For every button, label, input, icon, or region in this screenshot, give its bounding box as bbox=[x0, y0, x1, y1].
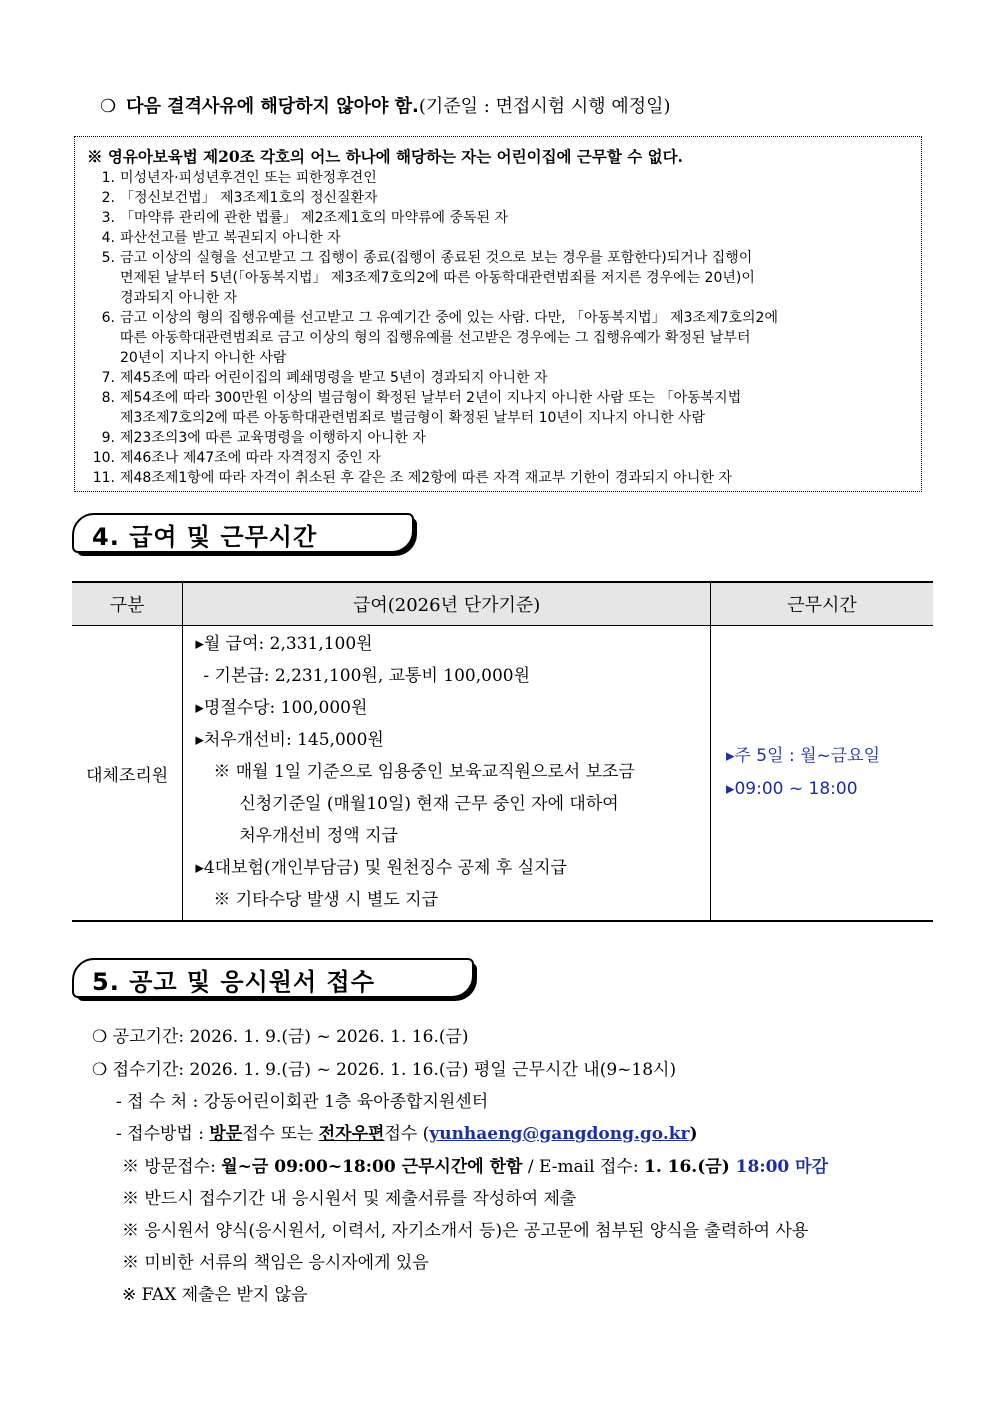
pay-list bbox=[183, 626, 710, 920]
item-text: 제3조제7호의2에 따른 아동학대관련범죄로 벌금형이 확정된 날부터 10년이 지나지 아니한 사람 bbox=[120, 410, 705, 426]
disqualification-item bbox=[87, 248, 917, 268]
item-number: 10. bbox=[92, 450, 115, 466]
disqualification-item bbox=[87, 228, 917, 248]
item-text: 제54조에 따라 300만원 이상의 벌금형이 확정된 날부터 2년이 지나지 아니한 사람 또는 「아동복지법 bbox=[120, 390, 742, 406]
item-text: 20년이 지나지 아니한 사람 bbox=[120, 350, 287, 366]
disqualification-item bbox=[87, 408, 917, 428]
pay-line: ▸4대보험(개인부담금) 및 원천징수 공제 후 실지급 bbox=[195, 858, 567, 878]
visit-note-date: 1. 16.(금) bbox=[643, 1157, 730, 1177]
header-pay: 급여(2026년 단가기준) bbox=[183, 582, 711, 626]
visit-note-prefix: ※ 방문접수: bbox=[122, 1157, 222, 1177]
item-text: 따른 아동학대관련범죄로 금고 이상의 형의 집행유예를 선고받은 경우에는 그 집행유예가 확정된 날부터 bbox=[120, 330, 751, 346]
receipt-method bbox=[116, 1119, 698, 1144]
pay-line: - 기본급: 2,231,100원, 교통비 100,000원 bbox=[203, 666, 531, 686]
pay-line: 신청기준일 (매월10일) 현재 근무 중인 자에 대하여 bbox=[239, 794, 619, 814]
method-mid1: 접수 또는 bbox=[242, 1124, 319, 1144]
item-text: 면제된 날부터 5년(「아동복지법」 제3조제7호의2에 따른 아동학대관련범죄를 저지른 경우에는 20년)이 bbox=[120, 270, 755, 286]
disqualification-item bbox=[87, 188, 917, 208]
salary-table bbox=[72, 581, 933, 922]
disqualification-item bbox=[87, 328, 917, 348]
disqualification-item bbox=[87, 388, 917, 408]
item-number bbox=[87, 348, 120, 368]
item-number bbox=[87, 328, 120, 348]
pay-line: ※ 매월 1일 기준으로 임용중인 보육교직원으로서 보조금 bbox=[213, 762, 635, 782]
header-category: 구분 bbox=[72, 582, 183, 626]
disqualification-list bbox=[87, 168, 917, 488]
disqualification-item bbox=[87, 268, 917, 288]
item-text: 제48조제1항에 따라 자격이 취소된 후 같은 조 제2항에 따른 자격 재교부 기한이 경과되지 아니한 자 bbox=[120, 470, 732, 486]
pay-line: ▸월 급여: 2,331,100원 bbox=[195, 634, 373, 654]
receipt-place: - 접 수 처 : 강동어린이회관 1층 육아종합지원센터 bbox=[116, 1092, 489, 1112]
disqualification-title: ※ 영유아보육법 제20조 각호의 어느 하나에 해당하는 자는 어린이집에 근무할 수 없다. bbox=[87, 147, 683, 166]
item-text: 금고 이상의 형의 집행유예를 선고받고 그 유예기간 중에 있는 사람. 다만, 「아동복지법」 제3조제7호의2에 bbox=[120, 310, 778, 326]
disqualification-item bbox=[87, 368, 917, 388]
visit-note-deadline: 18:00 마감 bbox=[729, 1157, 829, 1177]
item-text: 제45조에 따라 어린이집의 폐쇄명령을 받고 5년이 경과되지 아니한 자 bbox=[120, 370, 548, 386]
section4-header bbox=[72, 513, 418, 555]
item-number: 11. bbox=[92, 470, 115, 486]
method-mid2: 접수 ( bbox=[384, 1124, 430, 1144]
table-row bbox=[72, 626, 933, 922]
pay-line: ※ 기타수당 발생 시 별도 지급 bbox=[213, 890, 438, 910]
section4-title: 4. 급여 및 근무시간 bbox=[92, 523, 318, 551]
email-link[interactable]: yunhaeng@gangdong.go.kr bbox=[429, 1124, 690, 1144]
item-number: 7. bbox=[101, 370, 115, 386]
item-number: 5. bbox=[101, 250, 115, 266]
circle-bullet-icon: ❍ bbox=[100, 96, 117, 117]
item-text: 미성년자·피성년후견인 또는 피한정후견인 bbox=[120, 170, 377, 186]
item-text: 파산선고를 받고 복권되지 아니한 자 bbox=[120, 230, 341, 246]
method-suffix: ) bbox=[689, 1124, 698, 1144]
item-number: 9. bbox=[101, 430, 115, 446]
visit-note-hours: 월~금 09:00~18:00 근무시간에 한함 bbox=[221, 1157, 523, 1177]
pay-line: ▸처우개선비: 145,000원 bbox=[195, 730, 384, 750]
condition-line bbox=[100, 92, 671, 118]
item-number bbox=[87, 288, 120, 308]
method-visit: 방문 bbox=[209, 1124, 243, 1144]
pay-line: ▸명절수당: 100,000원 bbox=[195, 698, 368, 718]
visit-note-mid: / E-mail 접수: bbox=[522, 1157, 644, 1177]
condition-title: 다음 결격사유에 해당하지 않아야 함. bbox=[126, 96, 419, 117]
disqualification-item bbox=[87, 308, 917, 328]
header-hours: 근무시간 bbox=[710, 582, 933, 626]
item-text: 금고 이상의 실형을 선고받고 그 집행이 종료(집행이 종료된 것으로 보는 경우를 포함한다)되거나 집행이 bbox=[120, 250, 753, 266]
receipt-period: ❍ 접수기간: 2026. 1. 9.(금) ~ 2026. 1. 16.(금) 평일 근무시간 내(9~18시) bbox=[92, 1060, 677, 1080]
item-number: 4. bbox=[101, 230, 115, 246]
item-number: 8. bbox=[101, 390, 115, 406]
disqualification-item bbox=[87, 448, 917, 468]
category-cell: 대체조리원 bbox=[72, 626, 183, 922]
item-number: 3. bbox=[101, 210, 115, 226]
item-text: 「마약류 관리에 관한 법률」 제2조제1호의 마약류에 중독된 자 bbox=[120, 210, 509, 226]
item-number: 6. bbox=[101, 310, 115, 326]
disqualification-item bbox=[87, 428, 917, 448]
note-3: ※ 미비한 서류의 책임은 응시자에게 있음 bbox=[122, 1253, 429, 1273]
note-2: ※ 응시원서 양식(응시원서, 이력서, 자기소개서 등)은 공고문에 첨부된 양식을 출력하여 사용 bbox=[122, 1221, 809, 1241]
condition-note: (기준일 : 면접시험 시행 예정일) bbox=[418, 96, 671, 117]
hours-time: ▸09:00 ~ 18:00 bbox=[725, 779, 858, 799]
disqualification-item bbox=[87, 468, 917, 488]
item-text: 「정신보건법」 제3조제1호의 정신질환자 bbox=[120, 190, 378, 206]
item-number: 1. bbox=[101, 170, 115, 186]
disqualification-item bbox=[87, 348, 917, 368]
method-prefix: - 접수방법 : bbox=[116, 1124, 210, 1144]
disqualification-item bbox=[87, 168, 917, 188]
item-text: 경과되지 아니한 자 bbox=[120, 290, 238, 306]
hours-cell bbox=[710, 626, 933, 922]
section5-header bbox=[72, 958, 478, 1000]
note-1: ※ 반드시 접수기간 내 응시원서 및 제출서류를 작성하여 제출 bbox=[122, 1189, 577, 1209]
note-4: ※ FAX 제출은 받지 않음 bbox=[122, 1285, 308, 1305]
method-email-word: 전자우편 bbox=[318, 1124, 385, 1144]
hours-days: ▸주 5일 : 월~금요일 bbox=[725, 746, 881, 766]
disqualification-box bbox=[74, 136, 922, 492]
item-number bbox=[87, 408, 120, 428]
item-text: 제23조의3에 따른 교육명령을 이행하지 아니한 자 bbox=[120, 430, 426, 446]
item-number: 2. bbox=[101, 190, 115, 206]
visit-note bbox=[122, 1152, 828, 1177]
disqualification-item bbox=[87, 288, 917, 308]
pay-cell bbox=[183, 626, 711, 922]
section5-title: 5. 공고 및 응시원서 접수 bbox=[92, 968, 375, 996]
notice-period: ❍ 공고기간: 2026. 1. 9.(금) ~ 2026. 1. 16.(금) bbox=[92, 1027, 469, 1047]
item-number bbox=[87, 268, 120, 288]
table-header-row bbox=[72, 582, 933, 626]
pay-line: 처우개선비 정액 지급 bbox=[239, 826, 398, 846]
disqualification-item bbox=[87, 208, 917, 228]
hours-list bbox=[712, 740, 932, 806]
item-text: 제46조나 제47조에 따라 자격정지 중인 자 bbox=[120, 450, 381, 466]
